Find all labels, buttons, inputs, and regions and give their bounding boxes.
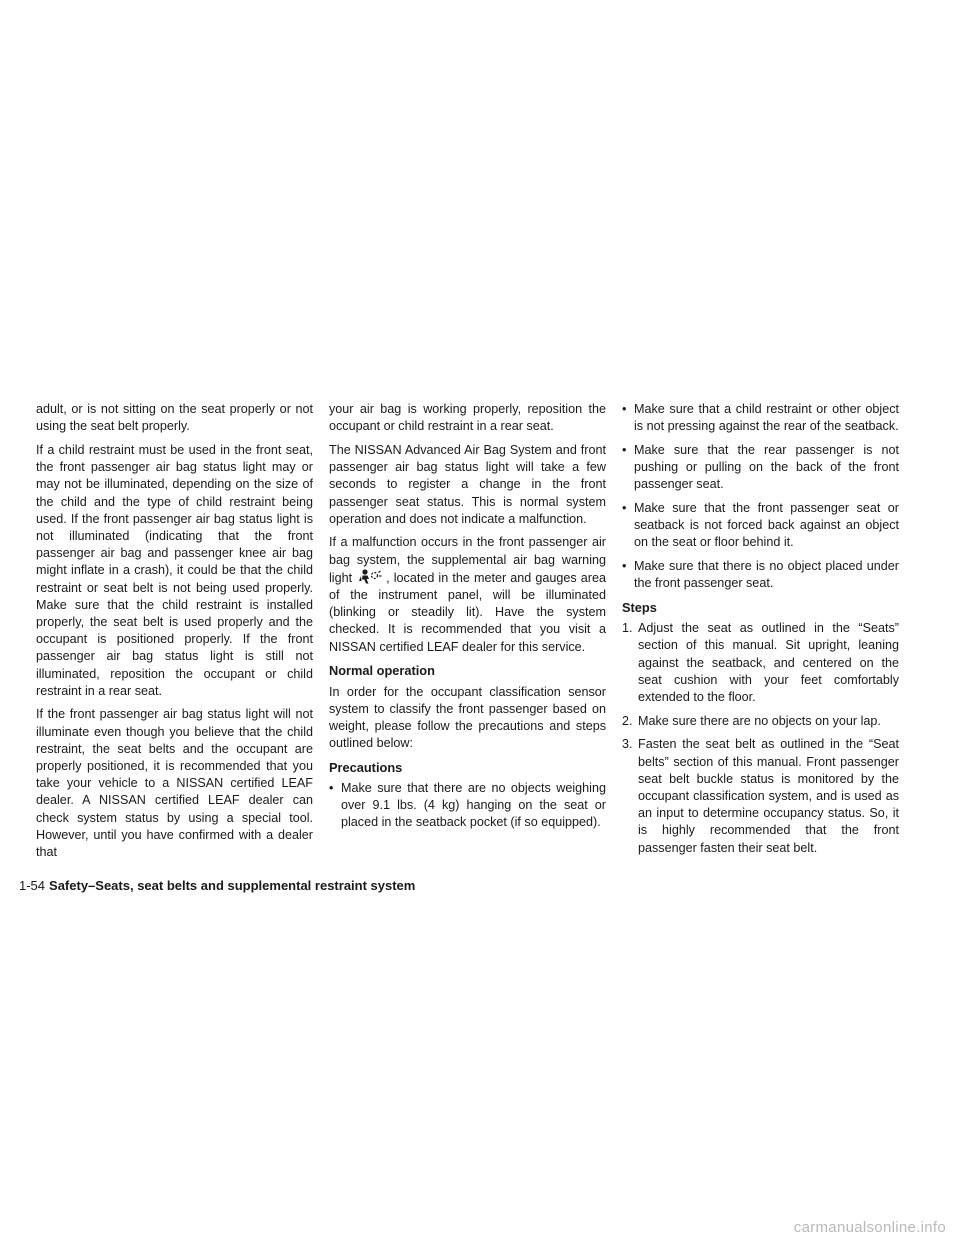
- steps-list: [622, 620, 899, 857]
- step-number: 1.: [622, 621, 633, 636]
- airbag-warning-icon: [358, 569, 384, 584]
- bullet-marker: •: [622, 442, 627, 457]
- list-item-text: Make sure that a child restraint or other object is not pressing against the rear of the seatback.: [634, 402, 899, 434]
- paragraph: The NISSAN Advanced Air Bag System and front passenger air bag status light will take a few seconds to register a change in the front passenger seat status. This is normal system operation and does not indicate a malfunction.: [329, 442, 606, 526]
- paragraph-text: , located in the meter and gauges area of the instrument panel, will be illuminated (blinking or steadily lit). Have the system checked. It is recommended that you visit a NISSAN certified LEAF dealer for this service.: [329, 570, 606, 654]
- step-item: [622, 736, 899, 856]
- list-item-text: Make sure that there are no objects weighing over 9.1 lbs. (4 kg) hanging on the seat or placed in the seatback pocket (if so equipped).: [341, 781, 606, 830]
- step-text: Fasten the seat belt as outlined in the “Seat belts” section of this manual. Front passenger seat belt buckle status is monitored by the occupant classification system, and is used as an input to determine occupancy status. So, it is highly recommended that the front passenger fasten their seat belt.: [638, 737, 899, 855]
- text-column-1: [36, 401, 313, 868]
- precautions-list: [329, 780, 606, 832]
- paragraph-with-icon: [329, 534, 606, 655]
- paragraph: adult, or is not sitting on the seat properly or not using the seat belt properly.: [36, 402, 313, 434]
- paragraph: your air bag is working properly, reposition the occupant or child restraint in a rear seat.: [329, 402, 606, 434]
- precautions-list-continued: [622, 401, 899, 593]
- step-item: [622, 620, 899, 706]
- step-text: Make sure there are no objects on your lap.: [638, 713, 881, 728]
- list-item: [622, 442, 899, 494]
- list-item: [622, 558, 899, 592]
- page-footer: [19, 878, 415, 893]
- bullet-marker: •: [622, 402, 627, 416]
- text-column-3: [622, 401, 899, 863]
- paragraph: In order for the occupant classification sensor system to classify the front passenger based on weight, please follow the precautions and steps outlined below:: [329, 684, 606, 751]
- list-item-text: Make sure that the rear passenger is not pushing or pulling on the back of the front passenger seat.: [634, 442, 899, 492]
- section-heading-steps: Steps: [622, 600, 657, 616]
- step-item: [622, 713, 899, 730]
- watermark: carmanualsonline.info: [793, 1219, 946, 1236]
- bullet-marker: •: [622, 501, 627, 516]
- bullet-marker: •: [622, 559, 627, 574]
- list-item: [622, 401, 899, 435]
- paragraph: If a child restraint must be used in the front seat, the front passenger air bag status light may or may not be illuminated, depending on the size of the child and the type of child restraint being used. If the front passenger air bag status light is not illuminated (indicating that the front passenger air bag and passenger knee air bag might inflate in a crash), it could be that the child restraint or seat belt is not being used properly. Make sure that the child restraint is installed properly, the seat belt is used properly and the occupant is positioned properly. If the front passenger air bag status light is still not illuminated, reposition the occupant or child restraint in a rear seat.: [36, 442, 313, 698]
- step-number: 2.: [622, 713, 633, 728]
- step-number: 3.: [622, 737, 633, 752]
- paragraph: If the front passenger air bag status light will not illuminate even though you believe that the child restraint, the seat belts and the occupant are properly positioned, it is recommended that you take your vehicle to a NISSAN certified LEAF dealer. A NISSAN certified LEAF dealer can check system status by using a special tool. However, until you have confirmed with a dealer that: [36, 707, 313, 860]
- list-item: [622, 500, 899, 552]
- page-number: 1-54: [19, 878, 46, 893]
- section-heading-precautions: Precautions: [329, 759, 403, 775]
- text-column-2: [329, 401, 606, 838]
- list-item-text: Make sure that there is no object placed under the front passenger seat.: [634, 559, 899, 591]
- section-heading-normal-operation: Normal operation: [329, 663, 435, 679]
- step-text: Adjust the seat as outlined in the “Seats” section of this manual. Sit upright, leaning against the seatback, and centered on the seat cushion with your feet comfortably extended to the floor.: [638, 621, 899, 705]
- paragraph-text: If a malfunction occurs in the front passenger air bag system, the supplemental air bag warning light: [329, 535, 606, 585]
- list-item: [329, 780, 606, 832]
- bullet-marker: •: [329, 781, 334, 796]
- section-title: Safety–Seats, seat belts and supplemental restraint system: [49, 878, 416, 893]
- list-item-text: Make sure that the front passenger seat or seatback is not forced back against an object on the seat or floor behind it.: [634, 501, 899, 550]
